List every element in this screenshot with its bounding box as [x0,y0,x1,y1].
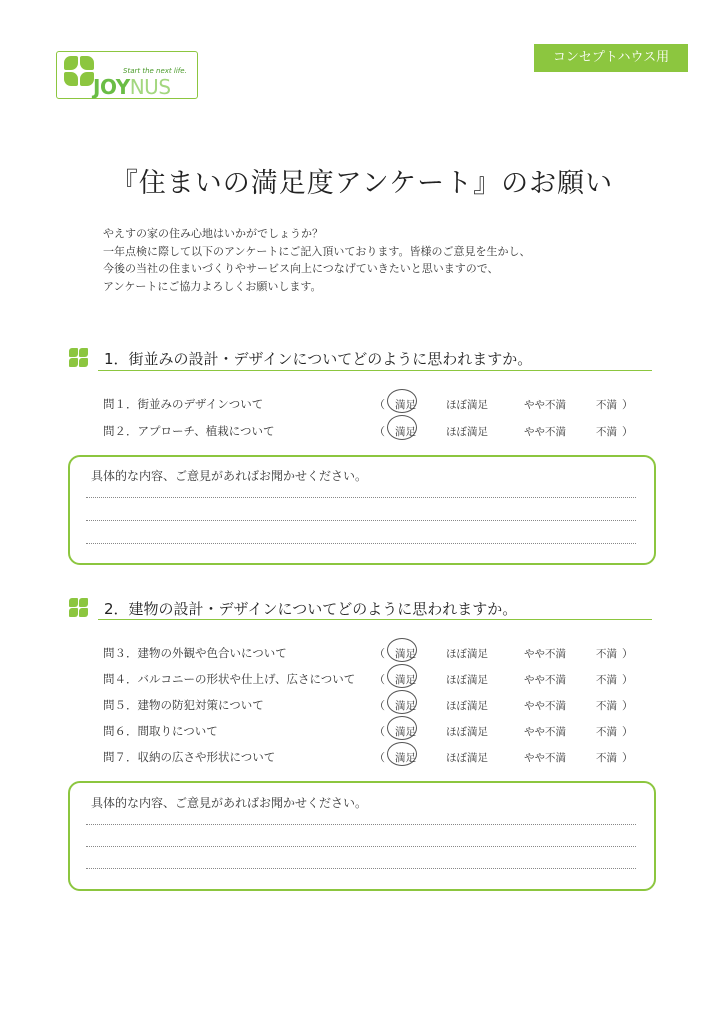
option-somewhat-dissatisfied[interactable]: やや不満 [524,426,566,438]
section-clover-icon [69,348,89,368]
question-1-label: 問１．街並みのデザインついて [103,397,264,411]
intro-text: やえすの家の住み心地はいかがでしょうか？ 一年点検に際して以下のアンケートにご記入頂いております。皆様のご意見を生かし、 今後の当社の住まいづくりやサービス向上につなげていきたいと思いますので、 アンケートにご協力よろしくお願いします。 [103,227,531,293]
question-3-label: 問３．建物の外観や色合いについて [103,646,287,660]
section-clover-icon [69,598,89,618]
question-4-label: 問４．バルコニーの形状や仕上げ、広さについて [103,672,356,686]
logo-leaf-icon [80,72,94,86]
comment-prompt-1: 具体的な内容、ご意見があればお聞かせください。 [91,469,368,483]
question-6-label: 問６．間取りについて [103,724,218,738]
section-2-rule [98,619,652,620]
paren-open: （ [374,647,385,660]
paren-open: （ [374,673,385,686]
option-mostly-satisfied[interactable]: ほぼ満足 [446,752,488,764]
option-mostly-satisfied[interactable]: ほぼ満足 [446,726,488,738]
logo-leaf-icon [64,72,78,86]
paren-close: ） [622,725,633,738]
option-satisfied[interactable]: 満足 [395,726,416,738]
option-somewhat-dissatisfied[interactable]: やや不満 [524,700,566,712]
comment-line [86,868,636,869]
option-mostly-satisfied[interactable]: ほぼ満足 [446,674,488,686]
question-5-label: 問５．建物の防犯対策について [103,698,264,712]
paren-open: （ [374,425,385,438]
comment-line [86,824,636,825]
question-7-label: 問７．収納の広さや形状について [103,750,276,764]
paren-close: ） [622,398,633,411]
section-2-title: 2．建物の設計・デザインについてどのように思われますか。 [104,600,518,618]
option-dissatisfied[interactable]: 不満 [596,700,617,712]
paren-open: （ [374,398,385,411]
option-somewhat-dissatisfied[interactable]: やや不満 [524,648,566,660]
logo-tagline: Start the next life. [123,67,187,75]
paren-open: （ [374,699,385,712]
section-1-rule [98,370,652,371]
paren-open: （ [374,751,385,764]
paren-close: ） [622,425,633,438]
paren-close: ） [622,699,633,712]
option-dissatisfied[interactable]: 不満 [596,399,617,411]
option-somewhat-dissatisfied[interactable]: やや不満 [524,726,566,738]
option-somewhat-dissatisfied[interactable]: やや不満 [524,752,566,764]
option-satisfied[interactable]: 満足 [395,399,416,411]
concept-house-badge: コンセプトハウス用 [534,44,688,72]
comment-line [86,520,636,521]
joynus-logo [56,51,198,99]
option-somewhat-dissatisfied[interactable]: やや不満 [524,674,566,686]
page-title: 『住まいの満足度アンケート』のお願い [110,168,614,199]
paren-close: ） [622,751,633,764]
logo-wordmark: JOYNUS [93,75,171,99]
option-mostly-satisfied[interactable]: ほぼ満足 [446,399,488,411]
comment-prompt-2: 具体的な内容、ご意見があればお聞かせください。 [91,796,368,810]
option-dissatisfied[interactable]: 不満 [596,648,617,660]
option-mostly-satisfied[interactable]: ほぼ満足 [446,700,488,712]
option-satisfied[interactable]: 満足 [395,700,416,712]
option-dissatisfied[interactable]: 不満 [596,426,617,438]
option-mostly-satisfied[interactable]: ほぼ満足 [446,648,488,660]
option-satisfied[interactable]: 満足 [395,752,416,764]
option-mostly-satisfied[interactable]: ほぼ満足 [446,426,488,438]
option-satisfied[interactable]: 満足 [395,426,416,438]
logo-leaf-icon [80,56,94,70]
option-satisfied[interactable]: 満足 [395,674,416,686]
comment-line [86,846,636,847]
paren-open: （ [374,725,385,738]
option-dissatisfied[interactable]: 不満 [596,752,617,764]
option-dissatisfied[interactable]: 不満 [596,674,617,686]
logo-leaf-icon [64,56,78,70]
paren-close: ） [622,673,633,686]
option-somewhat-dissatisfied[interactable]: やや不満 [524,399,566,411]
comment-line [86,543,636,544]
question-2-label: 問２．アプローチ、植栽について [103,424,275,438]
comment-line [86,497,636,498]
option-dissatisfied[interactable]: 不満 [596,726,617,738]
paren-close: ） [622,647,633,660]
section-1-title: 1．街並みの設計・デザインについてどのように思われますか。 [104,350,533,368]
option-satisfied[interactable]: 満足 [395,648,416,660]
